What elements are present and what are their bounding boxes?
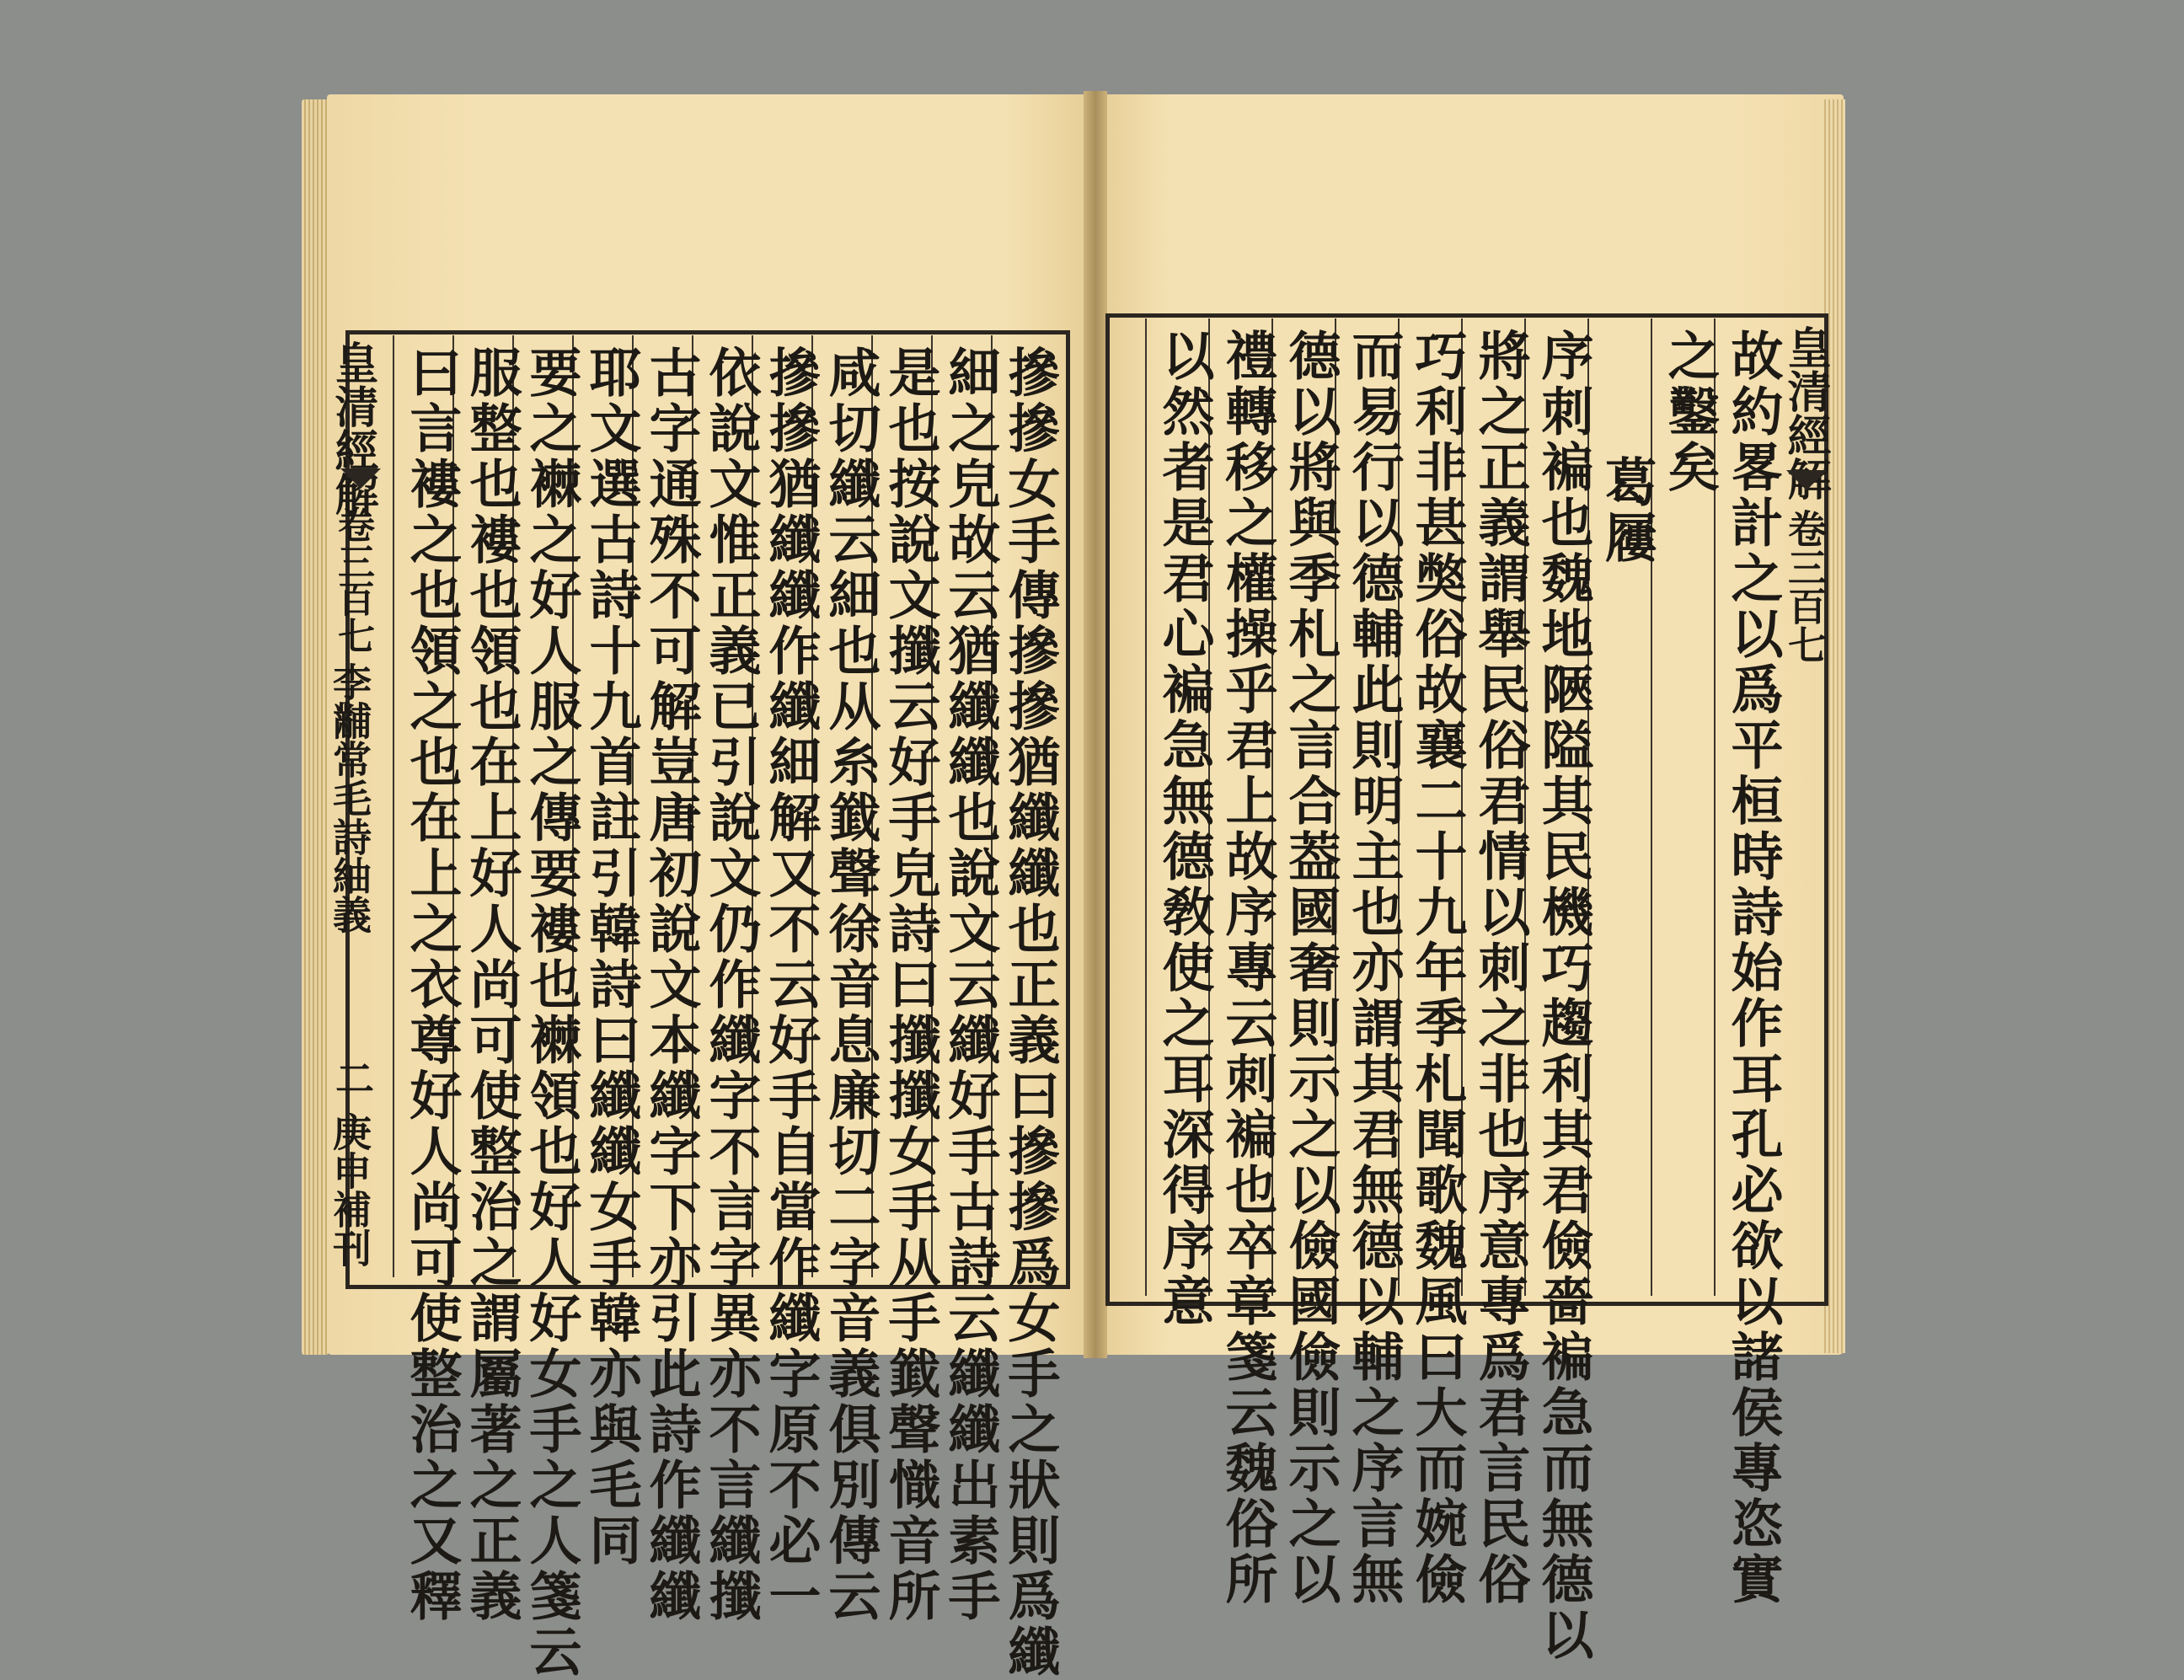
text-column: 德以將與季札之言合葢國奢則示之以儉國儉則示之以	[1280, 329, 1341, 1608]
text-column: 將之正義謂舉民俗君情以刺之非也序意專爲君言民俗	[1469, 329, 1531, 1608]
text-column: 是也按說文攕云好手皃詩曰攕攕女手从手韱聲𢡠音所	[880, 345, 941, 1624]
left-book-name: 李黼常毛詩紬義	[327, 662, 372, 934]
book-gutter	[1084, 91, 1107, 1358]
text-column: 曰言褸之也領之也在上之衣尊好人尚可使整治之又釋	[401, 345, 463, 1624]
left-edition-note: 庚申補刊	[327, 1112, 372, 1267]
left-fish-tail-mark	[340, 468, 381, 489]
column-rule	[1145, 318, 1147, 1296]
text-column: 耶文選古詩十九首註引韓詩曰纖纖女手韓亦與毛同	[581, 345, 642, 1569]
text-column: 細之皃故云猶纖纖也說文云纖好手古詩云纖纖出素手	[939, 345, 1001, 1624]
text-column: 咸切纖云細也从糸韱聲徐音息廉切二字音義俱別傳云	[820, 345, 881, 1624]
text-column: 以然者是君心褊急無德敎使之耳深得序意	[1154, 329, 1215, 1330]
text-column: 古字通殊不可解豈唐初說文本纖字下亦引此詩作纖纖	[640, 345, 702, 1624]
text-column: 序刺褊也魏地陿隘其民機巧趨利其君儉嗇褊急而無德以	[1533, 329, 1594, 1663]
text-column: 要之襋之好人服之傳要褸也襋領也好人好女手之人箋云	[521, 345, 582, 1680]
right-book-title: 皇清經解	[1780, 325, 1831, 500]
text-column: 之鑿矣	[1659, 329, 1721, 495]
left-chapter-label: 卷三百七	[331, 506, 374, 654]
text-column: 而易行以德輔此則明主也亦謂其君無德以輔之序言無	[1343, 329, 1405, 1608]
text-column: 巧利非甚獘俗故襄二十九年季札聞歌魏風曰大而婉儉	[1406, 329, 1468, 1608]
text-column: 依說文惟正義已引說文仍作纖字不言字異亦不言纖攕	[700, 345, 762, 1624]
text-column: 服整也褸也領也在上好人尚可使整治之謂屬著之正義	[461, 345, 522, 1624]
left-book-title: 皇清經解	[327, 340, 378, 516]
text-column: 禮轉移之權操乎君上故序專云刺褊也卒章箋云魏俗所	[1217, 329, 1278, 1608]
left-leaf-number: 二	[329, 1058, 375, 1097]
text-column: 故約畧計之以爲平桓時詩始作耳孔必欲以諸侯專恣實	[1722, 329, 1784, 1608]
column-rule	[393, 335, 394, 1277]
right-chapter-label: 卷三百七	[1782, 509, 1828, 664]
text-column: 葛屨	[1596, 455, 1657, 566]
text-column: 摻摻猶纖纖作纖細解又不云好手自當作纖字原不必一	[760, 345, 822, 1624]
text-column: 摻摻女手傳摻摻猶纖纖也正義曰摻摻爲女手之狀則爲纖	[999, 345, 1061, 1680]
right-fish-tail-mark	[1786, 470, 1827, 490]
page-stack-left	[302, 99, 329, 1355]
